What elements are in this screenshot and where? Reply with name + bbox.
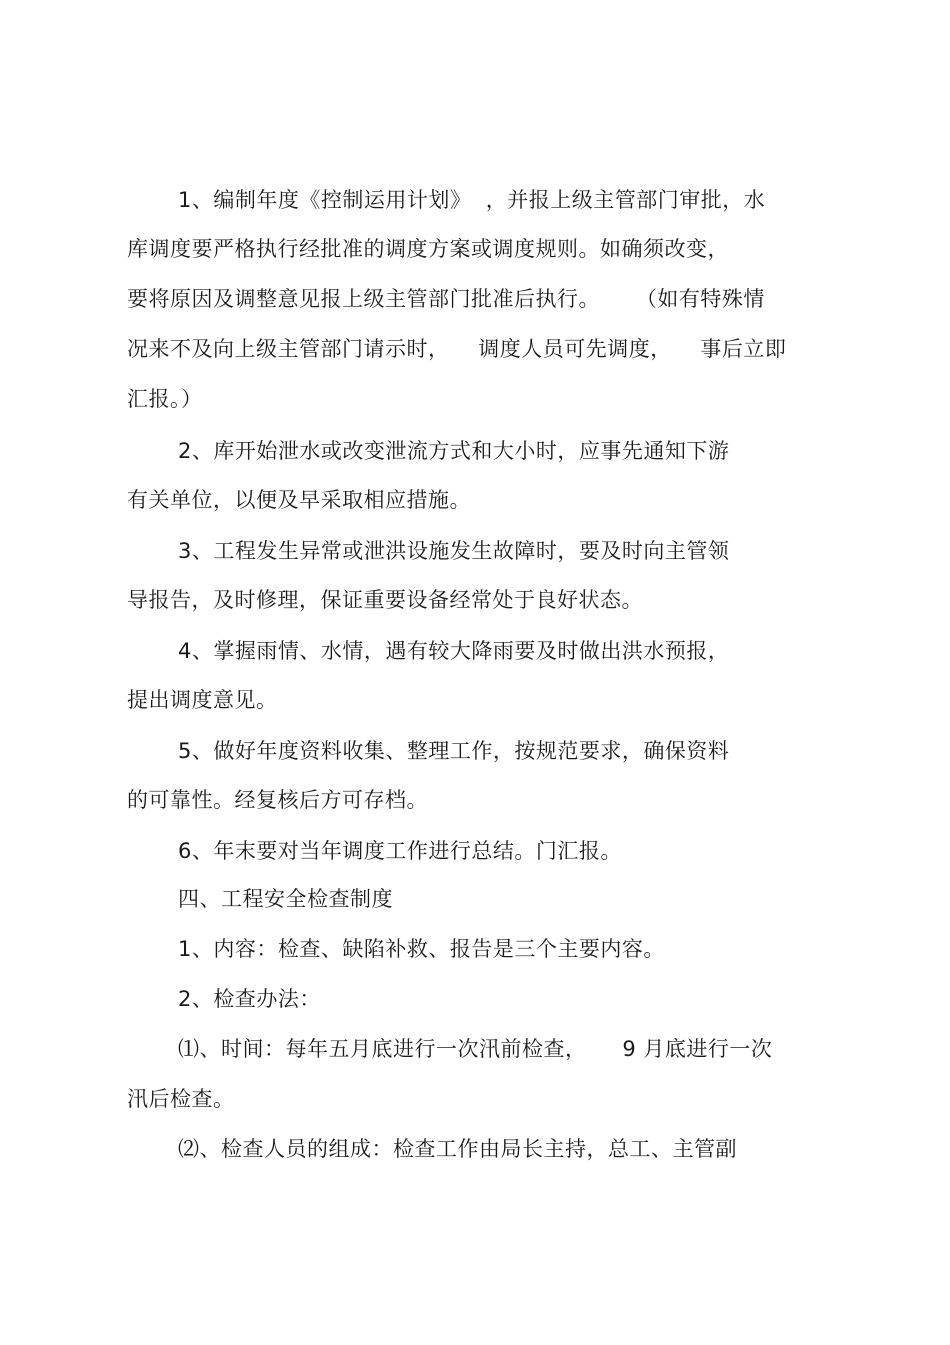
text-line: 3、工程发生异常或泄洪设施发生故障时，要及时向主管领 (178, 539, 730, 563)
text-line: 2、库开始泄水或改变泄流方式和大小时，应事先通知下游 (178, 439, 730, 463)
text-line: 有关单位，以便及早采取相应措施。 (127, 488, 471, 512)
text-line: 2、检查办法： (178, 987, 321, 1011)
text-line: 1、内容：检查、缺陷补救、报告是三个主要内容。 (178, 937, 665, 961)
text-line: 4、掌握雨情、水情，遇有较大降雨要及时做出洪水预报， (178, 639, 730, 663)
text-line: 要将原因及调整意见报上级主管部门批准后执行。 （如有特殊情 (127, 287, 765, 311)
text-line: 的可靠性。经复核后方可存档。 (127, 788, 428, 812)
text-line: 汇报。） (127, 387, 203, 411)
text-line: 提出调度意见。 (127, 688, 278, 712)
text-line: 6、年末要对当年调度工作进行总结。门汇报。 (178, 839, 622, 863)
text-line: ⑵、检查人员的组成：检查工作由局长主持，总工、主管副 (178, 1137, 737, 1161)
text-line: 导报告，及时修理，保证重要设备经常处于良好状态。 (127, 588, 643, 612)
text-line: 5、做好年度资料收集、整理工作，按规范要求，确保资料 (178, 739, 730, 763)
text-line: 况来不及向上级主管部门请示时， 调度人员可先调度， 事后立即 (127, 337, 787, 361)
text-line: 汛后检查。 (127, 1087, 235, 1111)
section-heading: 四、工程安全检查制度 (178, 887, 393, 911)
text-line: 1、编制年度《控制运用计划》 ，并报上级主管部门审批，水 (178, 188, 766, 212)
text-line: ⑴、时间：每年五月底进行一次汛前检查， 9 月底进行一次 (178, 1037, 773, 1061)
text-line: 库调度要严格执行经批准的调度方案或调度规则。如确须改变， (127, 237, 729, 261)
